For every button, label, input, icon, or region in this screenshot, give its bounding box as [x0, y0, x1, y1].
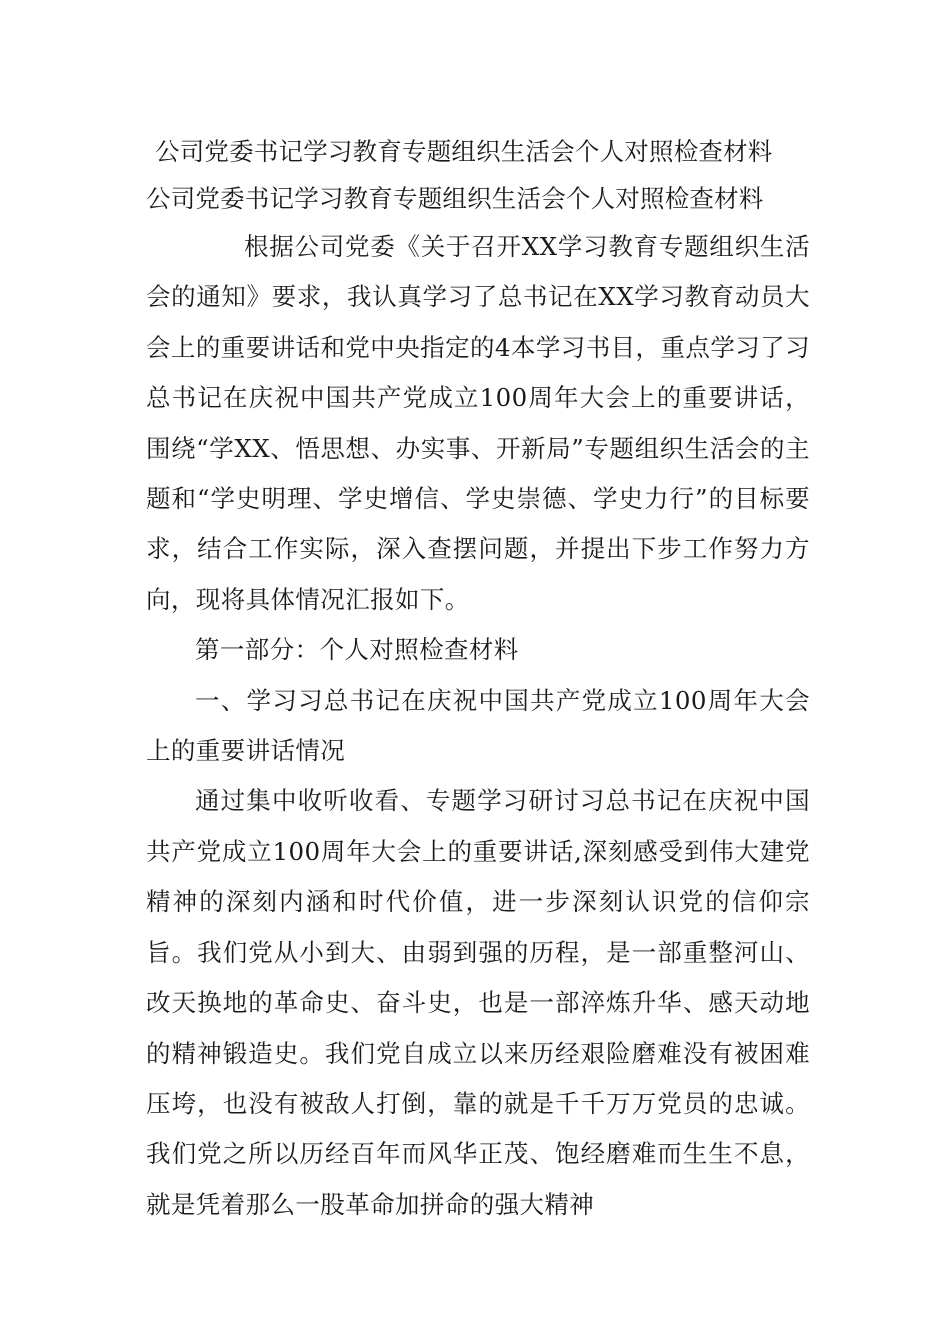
document-title: 公司党委书记学习教育专题组织生活会个人对照检查材料	[155, 137, 773, 166]
body-paragraph: 通过集中收听收看、专题学习研讨习总书记在庆祝中国共产党成立100周年大会上的重要讲话,深刻感受到伟大建党精神的深刻内涵和时代价值，进一步深刻认识党的信仰宗旨。我们党从小到大、由弱到强的历程，是一部重整河山、改天换地的革命史、奋斗史，也是一部淬炼升华、感天动地的精神锻造史。我们党自成立以来历经艰险磨难没有被困难压垮，也没有被敌人打倒，靠的就是千千万万党员的忠诚。我们党之所以历经百年而风华正茂、饱经磨难而生生不息，就是凭着那么一股革命加拼命的强大精神	[146, 786, 810, 1219]
document-body	[146, 222, 810, 1230]
section-heading: 第一部分：个人对照检查材料	[195, 635, 519, 665]
subsection-heading: 一、学习习总书记在庆祝中国共产党成立100周年大会上的重要讲话情况	[146, 685, 810, 766]
document-title-repeat: 公司党委书记学习教育专题组织生活会个人对照检查材料	[146, 184, 764, 213]
intro-paragraph: 根据公司党委《关于召开XX学习教育专题组织生活会的通知》要求，我认真学习了总书记在XX学习教育动员大会上的重要讲话和党中央指定的4本学习书目，重点学习了习总书记在庆祝中国共产党成立100周年大会上的重要讲话，围绕“学XX、悟思想、办实事、开新局”专题组织生活会的主题和“学史明理、学史增信、学史崇德、学史力行”的目标要求，结合工作实际，深入查摆问题，并提出下步工作努力方向，现将具体情况汇报如下。	[146, 232, 810, 614]
